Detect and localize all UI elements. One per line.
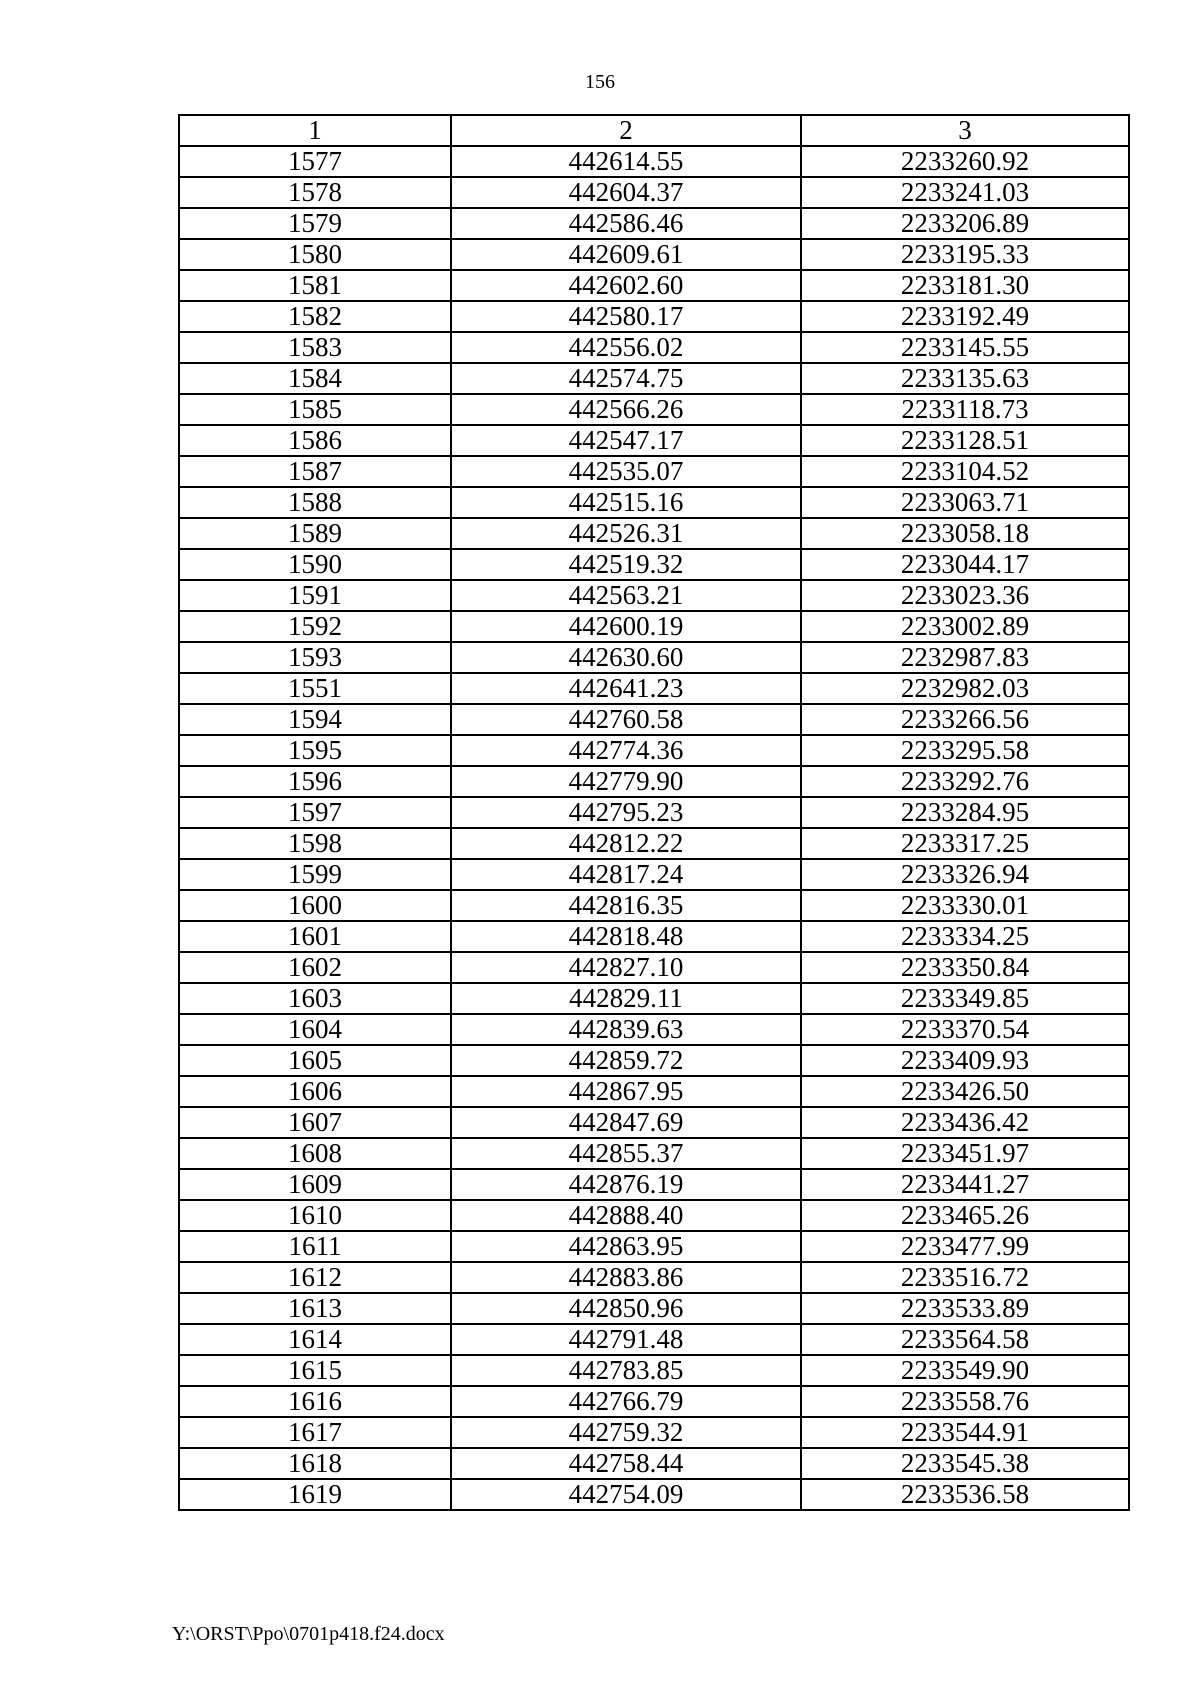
coordinate-y-cell: 2233063.71 xyxy=(801,487,1129,518)
coordinate-y-cell: 2233436.42 xyxy=(801,1107,1129,1138)
column-header-1: 1 xyxy=(179,115,451,146)
coordinate-y-cell: 2233118.73 xyxy=(801,394,1129,425)
table-row xyxy=(179,1045,1129,1076)
point-number-cell: 1604 xyxy=(179,1014,451,1045)
table-row xyxy=(179,239,1129,270)
point-number-cell: 1618 xyxy=(179,1448,451,1479)
point-number-cell: 1587 xyxy=(179,456,451,487)
coordinate-x-cell: 442574.75 xyxy=(451,363,801,394)
coordinate-x-cell: 442759.32 xyxy=(451,1417,801,1448)
coordinate-y-cell: 2233195.33 xyxy=(801,239,1129,270)
point-number-cell: 1590 xyxy=(179,549,451,580)
coordinate-y-cell: 2233292.76 xyxy=(801,766,1129,797)
point-number-cell: 1580 xyxy=(179,239,451,270)
coordinate-y-cell: 2233334.25 xyxy=(801,921,1129,952)
coordinate-x-cell: 442604.37 xyxy=(451,177,801,208)
coordinate-y-cell: 2233192.49 xyxy=(801,301,1129,332)
point-number-cell: 1601 xyxy=(179,921,451,952)
coordinate-x-cell: 442827.10 xyxy=(451,952,801,983)
coordinate-y-cell: 2233370.54 xyxy=(801,1014,1129,1045)
coordinate-x-cell: 442519.32 xyxy=(451,549,801,580)
point-number-cell: 1579 xyxy=(179,208,451,239)
table-row xyxy=(179,1324,1129,1355)
coordinate-x-cell: 442888.40 xyxy=(451,1200,801,1231)
table-row xyxy=(179,1293,1129,1324)
coordinate-x-cell: 442816.35 xyxy=(451,890,801,921)
coordinate-x-cell: 442630.60 xyxy=(451,642,801,673)
table-body xyxy=(179,146,1129,1510)
coordinate-y-cell: 2233349.85 xyxy=(801,983,1129,1014)
point-number-cell: 1592 xyxy=(179,611,451,642)
table-row xyxy=(179,611,1129,642)
table-row xyxy=(179,1138,1129,1169)
point-number-cell: 1589 xyxy=(179,518,451,549)
coordinate-y-cell: 2233441.27 xyxy=(801,1169,1129,1200)
coordinate-y-cell: 2233317.25 xyxy=(801,828,1129,859)
coordinate-x-cell: 442754.09 xyxy=(451,1479,801,1510)
table-row xyxy=(179,859,1129,890)
table-row xyxy=(179,1386,1129,1417)
coordinate-x-cell: 442867.95 xyxy=(451,1076,801,1107)
coordinate-y-cell: 2233241.03 xyxy=(801,177,1129,208)
point-number-cell: 1583 xyxy=(179,332,451,363)
coordinate-x-cell: 442855.37 xyxy=(451,1138,801,1169)
coordinate-y-cell: 2233104.52 xyxy=(801,456,1129,487)
point-number-cell: 1614 xyxy=(179,1324,451,1355)
coordinate-x-cell: 442766.79 xyxy=(451,1386,801,1417)
table-row xyxy=(179,704,1129,735)
point-number-cell: 1578 xyxy=(179,177,451,208)
point-number-cell: 1600 xyxy=(179,890,451,921)
coordinate-x-cell: 442791.48 xyxy=(451,1324,801,1355)
table-row xyxy=(179,394,1129,425)
coordinate-y-cell: 2233266.56 xyxy=(801,704,1129,735)
point-number-cell: 1597 xyxy=(179,797,451,828)
point-number-cell: 1602 xyxy=(179,952,451,983)
table-row xyxy=(179,301,1129,332)
coordinate-y-cell: 2233145.55 xyxy=(801,332,1129,363)
coordinate-y-cell: 2233409.93 xyxy=(801,1045,1129,1076)
footer-file-path: Y:\ORST\Ppo\0701p418.f24.docx xyxy=(172,1623,445,1645)
point-number-cell: 1577 xyxy=(179,146,451,177)
table-row xyxy=(179,1200,1129,1231)
page-number: 156 xyxy=(585,71,615,93)
point-number-cell: 1593 xyxy=(179,642,451,673)
point-number-cell: 1617 xyxy=(179,1417,451,1448)
coordinate-y-cell: 2232987.83 xyxy=(801,642,1129,673)
point-number-cell: 1613 xyxy=(179,1293,451,1324)
coordinate-y-cell: 2233516.72 xyxy=(801,1262,1129,1293)
coordinate-y-cell: 2233350.84 xyxy=(801,952,1129,983)
table-row xyxy=(179,146,1129,177)
table-row xyxy=(179,921,1129,952)
table-row xyxy=(179,208,1129,239)
table-row xyxy=(179,1448,1129,1479)
point-number-cell: 1585 xyxy=(179,394,451,425)
point-number-cell: 1610 xyxy=(179,1200,451,1231)
coordinate-x-cell: 442779.90 xyxy=(451,766,801,797)
coordinate-x-cell: 442609.61 xyxy=(451,239,801,270)
coordinate-x-cell: 442760.58 xyxy=(451,704,801,735)
point-number-cell: 1591 xyxy=(179,580,451,611)
coordinate-y-cell: 2233284.95 xyxy=(801,797,1129,828)
point-number-cell: 1606 xyxy=(179,1076,451,1107)
coordinate-x-cell: 442556.02 xyxy=(451,332,801,363)
coordinate-x-cell: 442600.19 xyxy=(451,611,801,642)
point-number-cell: 1596 xyxy=(179,766,451,797)
table-row xyxy=(179,1169,1129,1200)
table-row xyxy=(179,177,1129,208)
coordinate-x-cell: 442817.24 xyxy=(451,859,801,890)
coordinate-y-cell: 2232982.03 xyxy=(801,673,1129,704)
coordinate-x-cell: 442515.16 xyxy=(451,487,801,518)
point-number-cell: 1594 xyxy=(179,704,451,735)
coordinate-x-cell: 442883.86 xyxy=(451,1262,801,1293)
point-number-cell: 1599 xyxy=(179,859,451,890)
coordinate-x-cell: 442850.96 xyxy=(451,1293,801,1324)
coordinate-y-cell: 2233545.38 xyxy=(801,1448,1129,1479)
coordinate-y-cell: 2233326.94 xyxy=(801,859,1129,890)
coordinate-y-cell: 2233330.01 xyxy=(801,890,1129,921)
coordinate-y-cell: 2233135.63 xyxy=(801,363,1129,394)
table-row xyxy=(179,673,1129,704)
table-row xyxy=(179,735,1129,766)
coordinate-y-cell: 2233451.97 xyxy=(801,1138,1129,1169)
table-row xyxy=(179,363,1129,394)
table-header-row xyxy=(179,115,1129,146)
coordinate-x-cell: 442829.11 xyxy=(451,983,801,1014)
coordinate-y-cell: 2233023.36 xyxy=(801,580,1129,611)
coordinate-x-cell: 442758.44 xyxy=(451,1448,801,1479)
coordinate-y-cell: 2233536.58 xyxy=(801,1479,1129,1510)
point-number-cell: 1608 xyxy=(179,1138,451,1169)
table-row xyxy=(179,1479,1129,1510)
point-number-cell: 1582 xyxy=(179,301,451,332)
table-row xyxy=(179,797,1129,828)
coordinate-x-cell: 442641.23 xyxy=(451,673,801,704)
coordinate-x-cell: 442774.36 xyxy=(451,735,801,766)
table-row xyxy=(179,983,1129,1014)
point-number-cell: 1607 xyxy=(179,1107,451,1138)
point-number-cell: 1588 xyxy=(179,487,451,518)
coordinate-y-cell: 2233181.30 xyxy=(801,270,1129,301)
coordinate-x-cell: 442563.21 xyxy=(451,580,801,611)
table-row xyxy=(179,549,1129,580)
point-number-cell: 1611 xyxy=(179,1231,451,1262)
table-row xyxy=(179,425,1129,456)
column-header-2: 2 xyxy=(451,115,801,146)
table-row xyxy=(179,518,1129,549)
coordinate-y-cell: 2233477.99 xyxy=(801,1231,1129,1262)
column-header-3: 3 xyxy=(801,115,1129,146)
coordinate-y-cell: 2233128.51 xyxy=(801,425,1129,456)
point-number-cell: 1581 xyxy=(179,270,451,301)
table-row xyxy=(179,1262,1129,1293)
point-number-cell: 1609 xyxy=(179,1169,451,1200)
table-row xyxy=(179,580,1129,611)
coordinate-x-cell: 442783.85 xyxy=(451,1355,801,1386)
table-row xyxy=(179,456,1129,487)
coordinate-x-cell: 442812.22 xyxy=(451,828,801,859)
coordinate-y-cell: 2233206.89 xyxy=(801,208,1129,239)
coordinate-y-cell: 2233558.76 xyxy=(801,1386,1129,1417)
coordinate-y-cell: 2233260.92 xyxy=(801,146,1129,177)
table-row xyxy=(179,1355,1129,1386)
coordinate-x-cell: 442859.72 xyxy=(451,1045,801,1076)
coordinate-y-cell: 2233533.89 xyxy=(801,1293,1129,1324)
point-number-cell: 1616 xyxy=(179,1386,451,1417)
table-row xyxy=(179,766,1129,797)
table-row xyxy=(179,270,1129,301)
coordinate-y-cell: 2233564.58 xyxy=(801,1324,1129,1355)
coordinates-table xyxy=(178,114,1130,1511)
point-number-cell: 1612 xyxy=(179,1262,451,1293)
point-number-cell: 1586 xyxy=(179,425,451,456)
table-row xyxy=(179,1107,1129,1138)
table-row xyxy=(179,642,1129,673)
table-row xyxy=(179,332,1129,363)
table-row xyxy=(179,487,1129,518)
point-number-cell: 1595 xyxy=(179,735,451,766)
table-row xyxy=(179,1231,1129,1262)
coordinate-x-cell: 442839.63 xyxy=(451,1014,801,1045)
coordinate-x-cell: 442580.17 xyxy=(451,301,801,332)
coordinate-x-cell: 442818.48 xyxy=(451,921,801,952)
coordinate-y-cell: 2233295.58 xyxy=(801,735,1129,766)
coordinate-y-cell: 2233544.91 xyxy=(801,1417,1129,1448)
coordinate-x-cell: 442614.55 xyxy=(451,146,801,177)
table-row xyxy=(179,952,1129,983)
point-number-cell: 1603 xyxy=(179,983,451,1014)
coordinate-x-cell: 442863.95 xyxy=(451,1231,801,1262)
coordinate-y-cell: 2233058.18 xyxy=(801,518,1129,549)
point-number-cell: 1598 xyxy=(179,828,451,859)
coordinate-x-cell: 442876.19 xyxy=(451,1169,801,1200)
table-row xyxy=(179,1076,1129,1107)
coordinate-x-cell: 442547.17 xyxy=(451,425,801,456)
coordinate-x-cell: 442566.26 xyxy=(451,394,801,425)
coordinate-y-cell: 2233044.17 xyxy=(801,549,1129,580)
coordinate-x-cell: 442847.69 xyxy=(451,1107,801,1138)
coordinate-y-cell: 2233002.89 xyxy=(801,611,1129,642)
coordinate-x-cell: 442586.46 xyxy=(451,208,801,239)
table-row xyxy=(179,1014,1129,1045)
coordinate-y-cell: 2233549.90 xyxy=(801,1355,1129,1386)
coordinate-x-cell: 442602.60 xyxy=(451,270,801,301)
table-row xyxy=(179,890,1129,921)
coordinate-x-cell: 442535.07 xyxy=(451,456,801,487)
point-number-cell: 1584 xyxy=(179,363,451,394)
point-number-cell: 1605 xyxy=(179,1045,451,1076)
coordinate-y-cell: 2233465.26 xyxy=(801,1200,1129,1231)
table-row xyxy=(179,828,1129,859)
point-number-cell: 1619 xyxy=(179,1479,451,1510)
coordinate-y-cell: 2233426.50 xyxy=(801,1076,1129,1107)
coordinate-x-cell: 442795.23 xyxy=(451,797,801,828)
point-number-cell: 1615 xyxy=(179,1355,451,1386)
table-row xyxy=(179,1417,1129,1448)
point-number-cell: 1551 xyxy=(179,673,451,704)
coordinate-x-cell: 442526.31 xyxy=(451,518,801,549)
